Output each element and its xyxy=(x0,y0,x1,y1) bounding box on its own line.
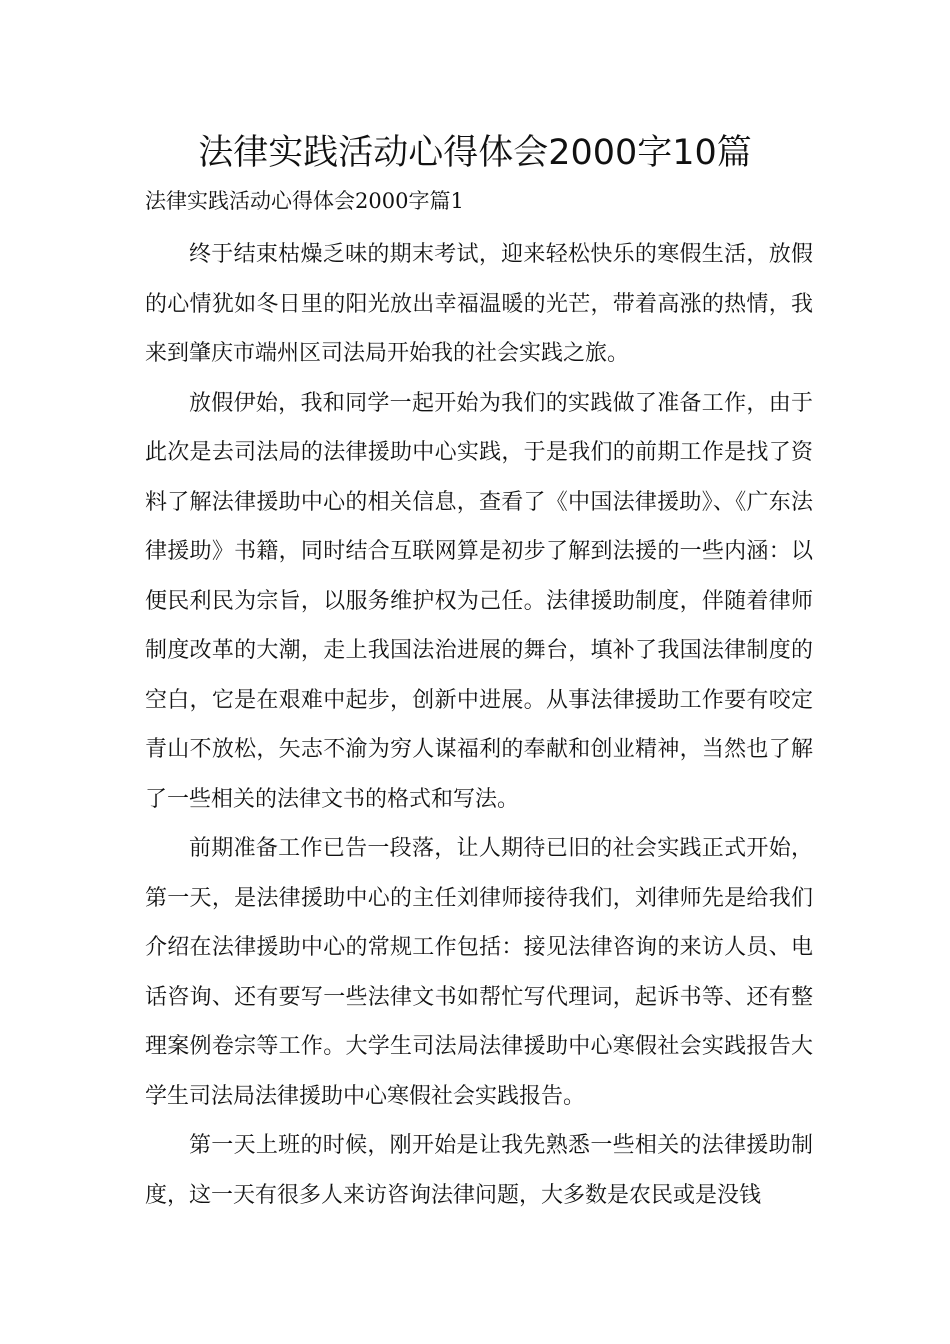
document-title: 法律实践活动心得体会2000字10篇 xyxy=(198,133,752,173)
paragraph: 第一天上班的时候，刚开始是让我先熟悉一些相关的法律援助制度，这一天有很多人来访咨询法律问题，大多数是农民或是没钱 xyxy=(145,1133,813,1208)
paragraph: 终于结束枯燥乏味的期末考试，迎来轻松快乐的寒假生活，放假的心情犹如冬日里的阳光放出幸福温暖的光芒，带着高涨的热情，我来到肇庆市端州区司法局开始我的社会实践之旅。 xyxy=(145,242,813,366)
document-body xyxy=(145,230,813,1220)
section-heading: 法律实践活动心得体会2000字篇1 xyxy=(145,189,464,213)
paragraph: 前期准备工作已告一段落，让人期待已旧的社会实践正式开始，第一天，是法律援助中心的主任刘律师接待我们，刘律师先是给我们介绍在法律援助中心的常规工作包括：接见法律咨询的来访人员、电话咨询、还有要写一些法律文书如帮忙写代理词，起诉书等、还有整理案例卷宗等工作。大学生司法局法律援助中心寒假社会实践报告大学生司法局法律援助中心寒假社会实践报告。 xyxy=(145,836,813,1109)
paragraph: 放假伊始，我和同学一起开始为我们的实践做了准备工作，由于此次是去司法局的法律援助中心实践，于是我们的前期工作是找了资料了解法律援助中心的相关信息，查看了《中国法律援助》、《广东法律援助》书籍，同时结合互联网算是初步了解到法援的一些内涵：以便民利民为宗旨，以服务维护权为己任。法律援助制度，伴随着律师制度改革的大潮，走上我国法治进展的舞台，填补了我国法律制度的空白，它是在艰难中起步，创新中进展。从事法律援助工作要有咬定青山不放松，矢志不渝为穷人谋福利的奉献和创业精神，当然也了解了一些相关的法律文书的格式和写法。 xyxy=(145,390,813,812)
